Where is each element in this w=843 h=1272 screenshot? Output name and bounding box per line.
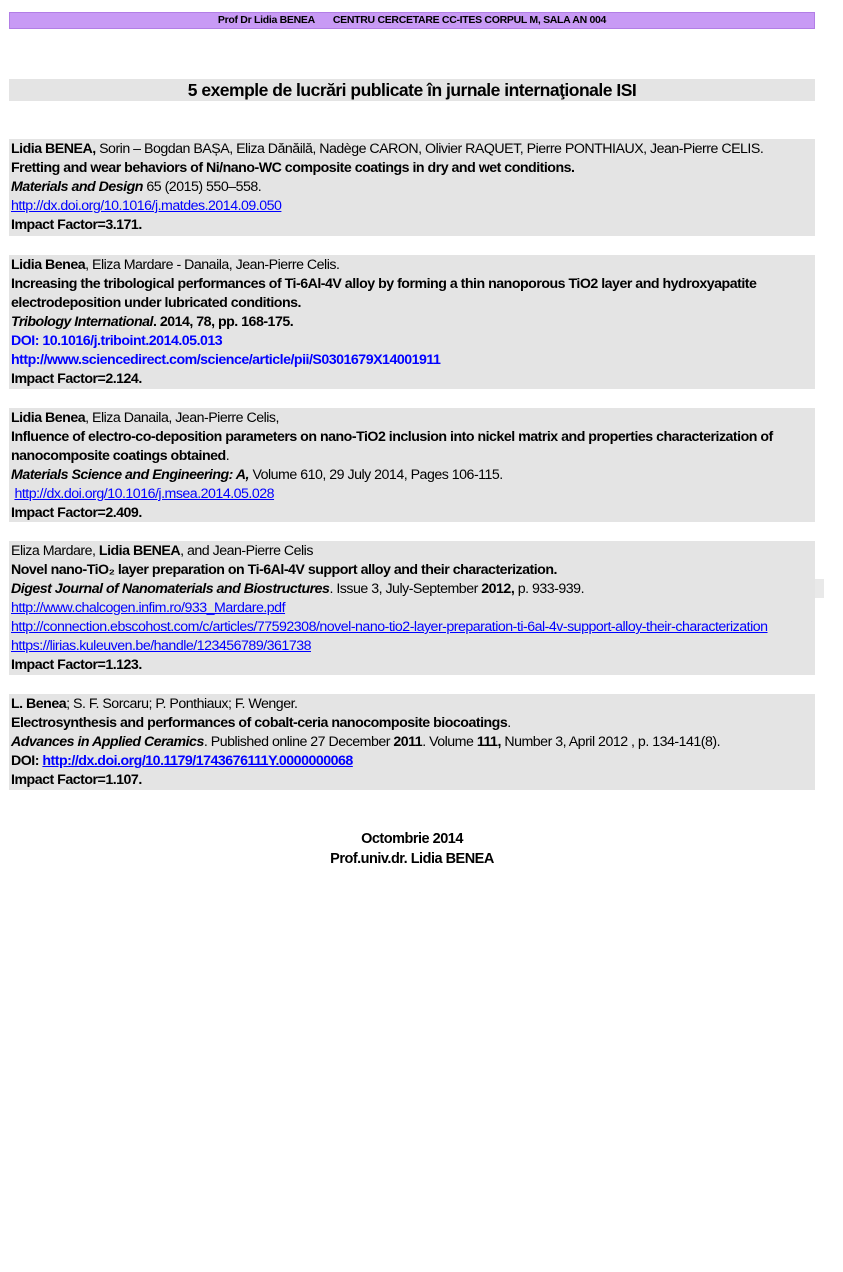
- journal-details: . 2014, 78, pp. 168-175.: [152, 314, 294, 330]
- doi-link[interactable]: http://dx.doi.org/10.1179/1743676111Y.0000000068: [42, 753, 353, 769]
- entry-authors: [11, 140, 815, 159]
- footer-signature: Prof.univ.dr. Lidia BENEA: [330, 851, 494, 867]
- journal-name: Materials and Design: [11, 179, 143, 195]
- page-title: 5 exemple de lucrări publicate în jurnale internaţionale ISI: [9, 79, 815, 101]
- impact-factor: Impact Factor=3.171.: [11, 217, 142, 233]
- co-authors: , Eliza Mardare - Danaila, Jean-Pierre Celis.: [85, 257, 340, 273]
- highlight-author: L. Benea: [11, 696, 67, 712]
- entry-title-line-1: Increasing the tribological performances of Ti-6Al-4V alloy by forming a thin nanoporous TiO2 layer and hydroxyapatite: [11, 276, 757, 292]
- entry-journal: [11, 466, 815, 485]
- impact-factor: Impact Factor=1.107.: [11, 772, 142, 788]
- pdf-link[interactable]: http://www.chalcogen.infim.ro/933_Mardare.pdf: [11, 600, 286, 616]
- highlight-author: Lidia Benea: [11, 410, 86, 426]
- co-authors: , Eliza Danaila, Jean-Pierre Celis,: [85, 410, 279, 426]
- entry-title: Electrosynthesis and performances of cobalt-ceria nanocomposite biocoatings.: [11, 715, 511, 731]
- impact-factor: Impact Factor=1.123.: [11, 657, 142, 673]
- highlight-author: Lidia BENEA,: [11, 141, 96, 157]
- entry-journal: [11, 313, 815, 332]
- lirias-link[interactable]: https://lirias.kuleuven.be/handle/123456789/361738: [11, 638, 311, 654]
- journal-name: Materials Science and Engineering: A,: [11, 467, 249, 483]
- entry-authors: Eliza Mardare, Lidia BENEA, and Jean-Pierre Celis: [11, 543, 313, 559]
- co-authors: ; S. F. Sorcaru; P. Ponthiaux; F. Wenger.: [66, 696, 298, 712]
- entry-authors: [11, 695, 815, 714]
- doi-link[interactable]: http://dx.doi.org/10.1016/j.msea.2014.05.028: [14, 486, 275, 502]
- impact-factor: Impact Factor=2.409.: [11, 505, 142, 521]
- entry-journal: Digest Journal of Nanomaterials and Biostructures. Issue 3, July-September 2012, p. 933-939.: [11, 581, 585, 597]
- highlight-author: Lidia Benea: [11, 257, 86, 273]
- journal-name: Advances in Applied Ceramics: [11, 734, 204, 750]
- entry-title-line-2: nanocomposite coatings obtained.: [11, 448, 230, 464]
- journal-name: Digest Journal of Nanomaterials and Biostructures: [11, 581, 330, 597]
- footer-date: Octombrie 2014: [361, 831, 463, 847]
- impact-factor: Impact Factor=2.124.: [11, 371, 142, 387]
- journal-name: Tribology International: [11, 314, 153, 330]
- doi-label: DOI:: [11, 753, 43, 769]
- highlight-author: Lidia BENEA: [98, 543, 181, 559]
- entry-title-line-1: Influence of electro-co-deposition parameters on nano-TiO2 inclusion into nickel matrix and properties characterization of: [11, 429, 773, 445]
- entry-authors: [11, 409, 815, 428]
- entry-title-line-2: electrodeposition under lubricated conditions.: [11, 295, 301, 311]
- doi-link[interactable]: DOI: 10.1016/j.triboint.2014.05.013: [11, 333, 223, 349]
- publication-entry-1: [9, 139, 815, 236]
- doi-link[interactable]: http://dx.doi.org/10.1016/j.matdes.2014.09.050: [11, 198, 282, 214]
- publication-entry-4: [9, 541, 815, 675]
- ebsco-link[interactable]: http://connection.ebscohost.com/c/articles/77592308/novel-nano-tio2-layer-preparation-ti-6al-4v-support-alloy-their-characterization: [11, 619, 768, 635]
- header-bar: [9, 12, 815, 29]
- entry-journal: [11, 178, 815, 197]
- publication-entry-3: [9, 408, 815, 522]
- entry-journal: Advances in Applied Ceramics. Published online 27 December 2011. Volume 111, Number 3, April 2012 , p. 134-141(8).: [11, 734, 721, 750]
- entry-authors: [11, 256, 815, 275]
- footer: [0, 829, 824, 869]
- header-author: Prof Dr Lidia BENEA: [217, 14, 315, 26]
- header-center: CENTRU CERCETARE CC-ITES CORPUL M, SALA AN 004: [332, 14, 607, 26]
- entry-title: Novel nano-TiO₂ layer preparation on Ti-6Al-4V support alloy and their characterization.: [11, 562, 557, 578]
- publication-entry-2: [9, 255, 815, 389]
- journal-details: 65 (2015) 550–558.: [142, 179, 262, 195]
- journal-details: Volume 610, 29 July 2014, Pages 106-115.: [249, 467, 503, 483]
- entry-title: Fretting and wear behaviors of Ni/nano-WC composite coatings in dry and wet conditions.: [11, 160, 575, 176]
- publication-entry-5: [9, 694, 815, 790]
- co-authors: , and Jean-Pierre Celis: [180, 543, 313, 559]
- co-authors: Sorin – Bogdan BAȘA, Eliza Dănăilă, Nadège CARON, Olivier RAQUET, Pierre PONTHIAUX, Jean-Pierre CELIS.: [95, 141, 764, 157]
- article-link[interactable]: http://www.sciencedirect.com/science/article/pii/S0301679X14001911: [11, 352, 441, 368]
